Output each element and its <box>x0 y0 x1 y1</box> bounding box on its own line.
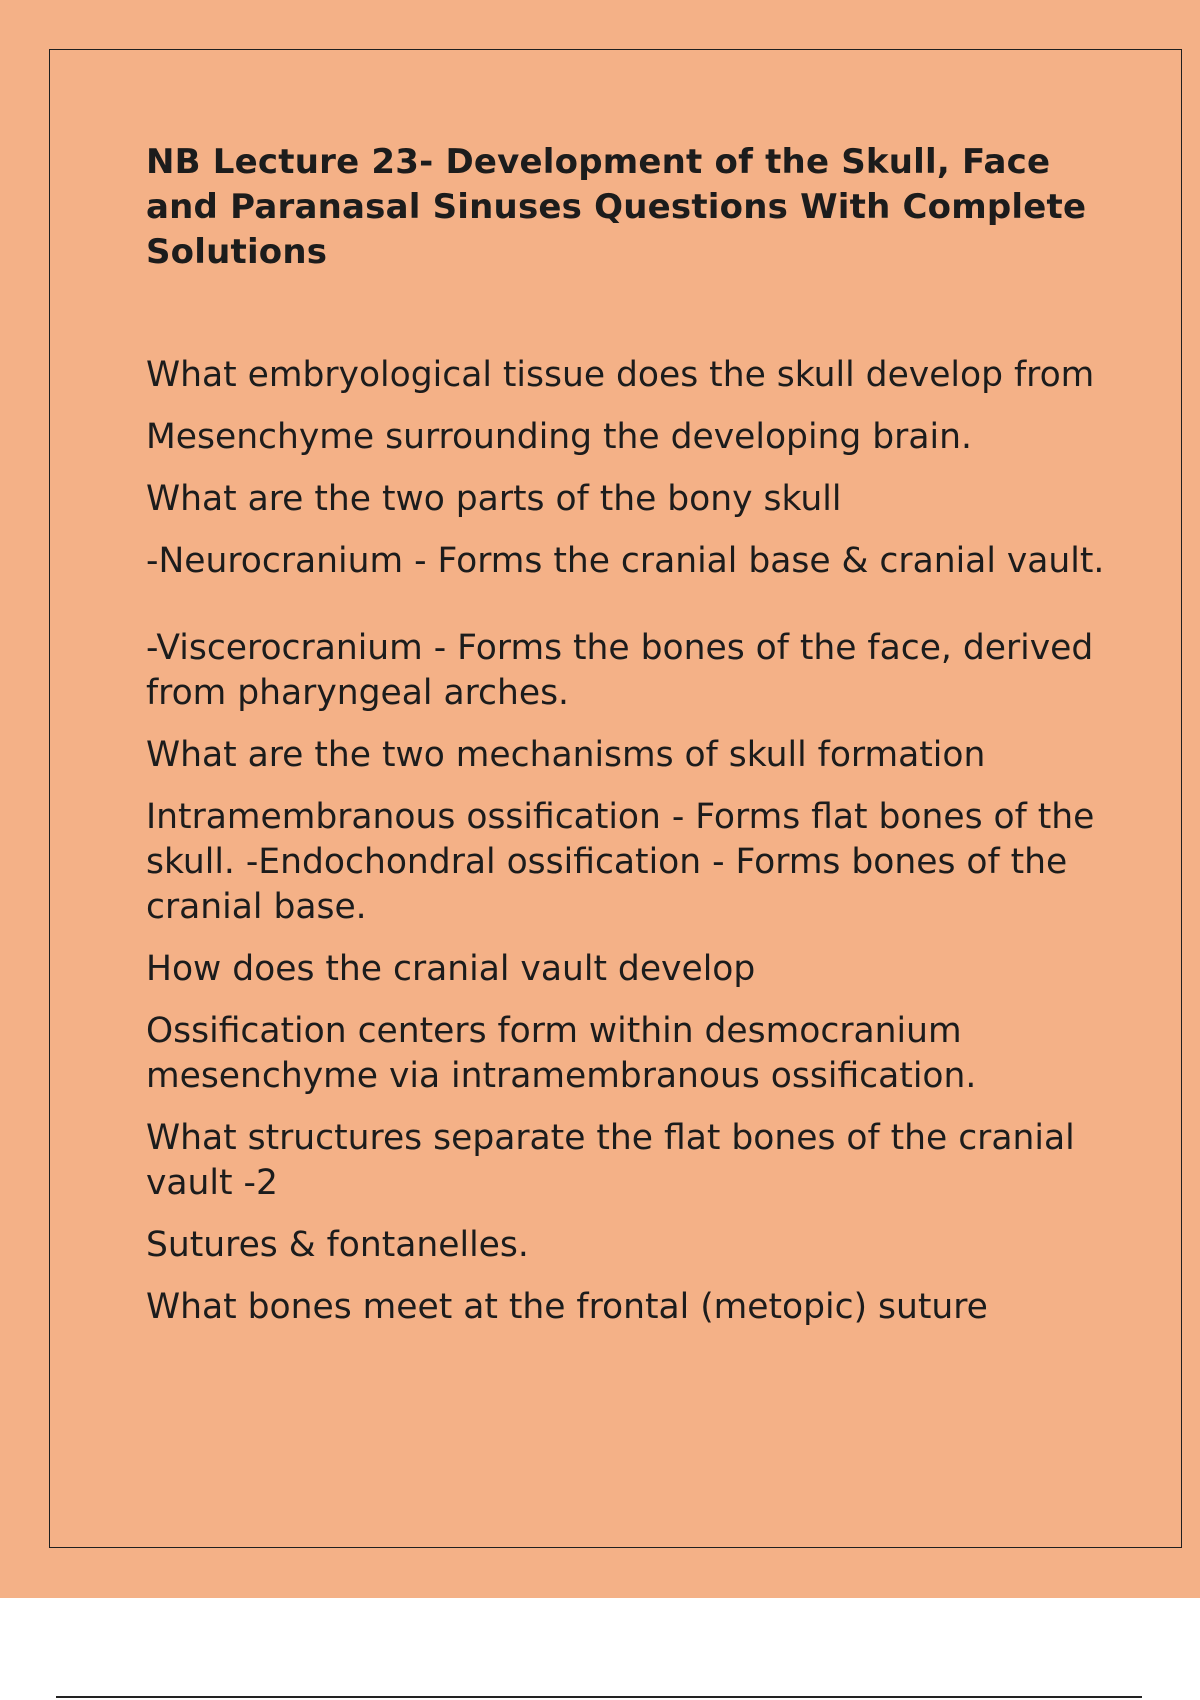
question-6: What bones meet at the frontal (metopic) suture <box>146 1287 988 1327</box>
answer-5: Sutures & fontanelles. <box>146 1225 529 1265</box>
answer-2-part-1: -Neurocranium - Forms the cranial base & cranial vault. <box>146 541 1105 581</box>
question-5: What structures separate the flat bones of the cranial vault -2 <box>146 1118 1075 1203</box>
paragraph-gap <box>146 584 1106 626</box>
answer-4: Ossification centers form within desmocranium mesenchyme via intramembranous ossification. <box>146 1011 977 1096</box>
document-title: NB Lecture 23- Development of the Skull, Face and Paranasal Sinuses Questions With Complete Solutions <box>146 142 1087 272</box>
question-2: What are the two parts of the bony skull <box>146 479 842 519</box>
footer-divider <box>56 1696 1142 1698</box>
answer-3: Intramembranous ossification - Forms flat bones of the skull. -Endochondral ossification - Forms bones of the cranial base. <box>146 797 1095 927</box>
answer-2-part-2: -Viscerocranium - Forms the bones of the face, derived from pharyngeal arches. <box>146 628 1094 713</box>
question-1: What embryological tissue does the skull develop from <box>146 355 1095 395</box>
document-content <box>146 140 1106 1347</box>
question-4: How does the cranial vault develop <box>146 949 756 989</box>
answer-1: Mesenchyme surrounding the developing brain. <box>146 417 972 457</box>
question-3: What are the two mechanisms of skull formation <box>146 735 986 775</box>
